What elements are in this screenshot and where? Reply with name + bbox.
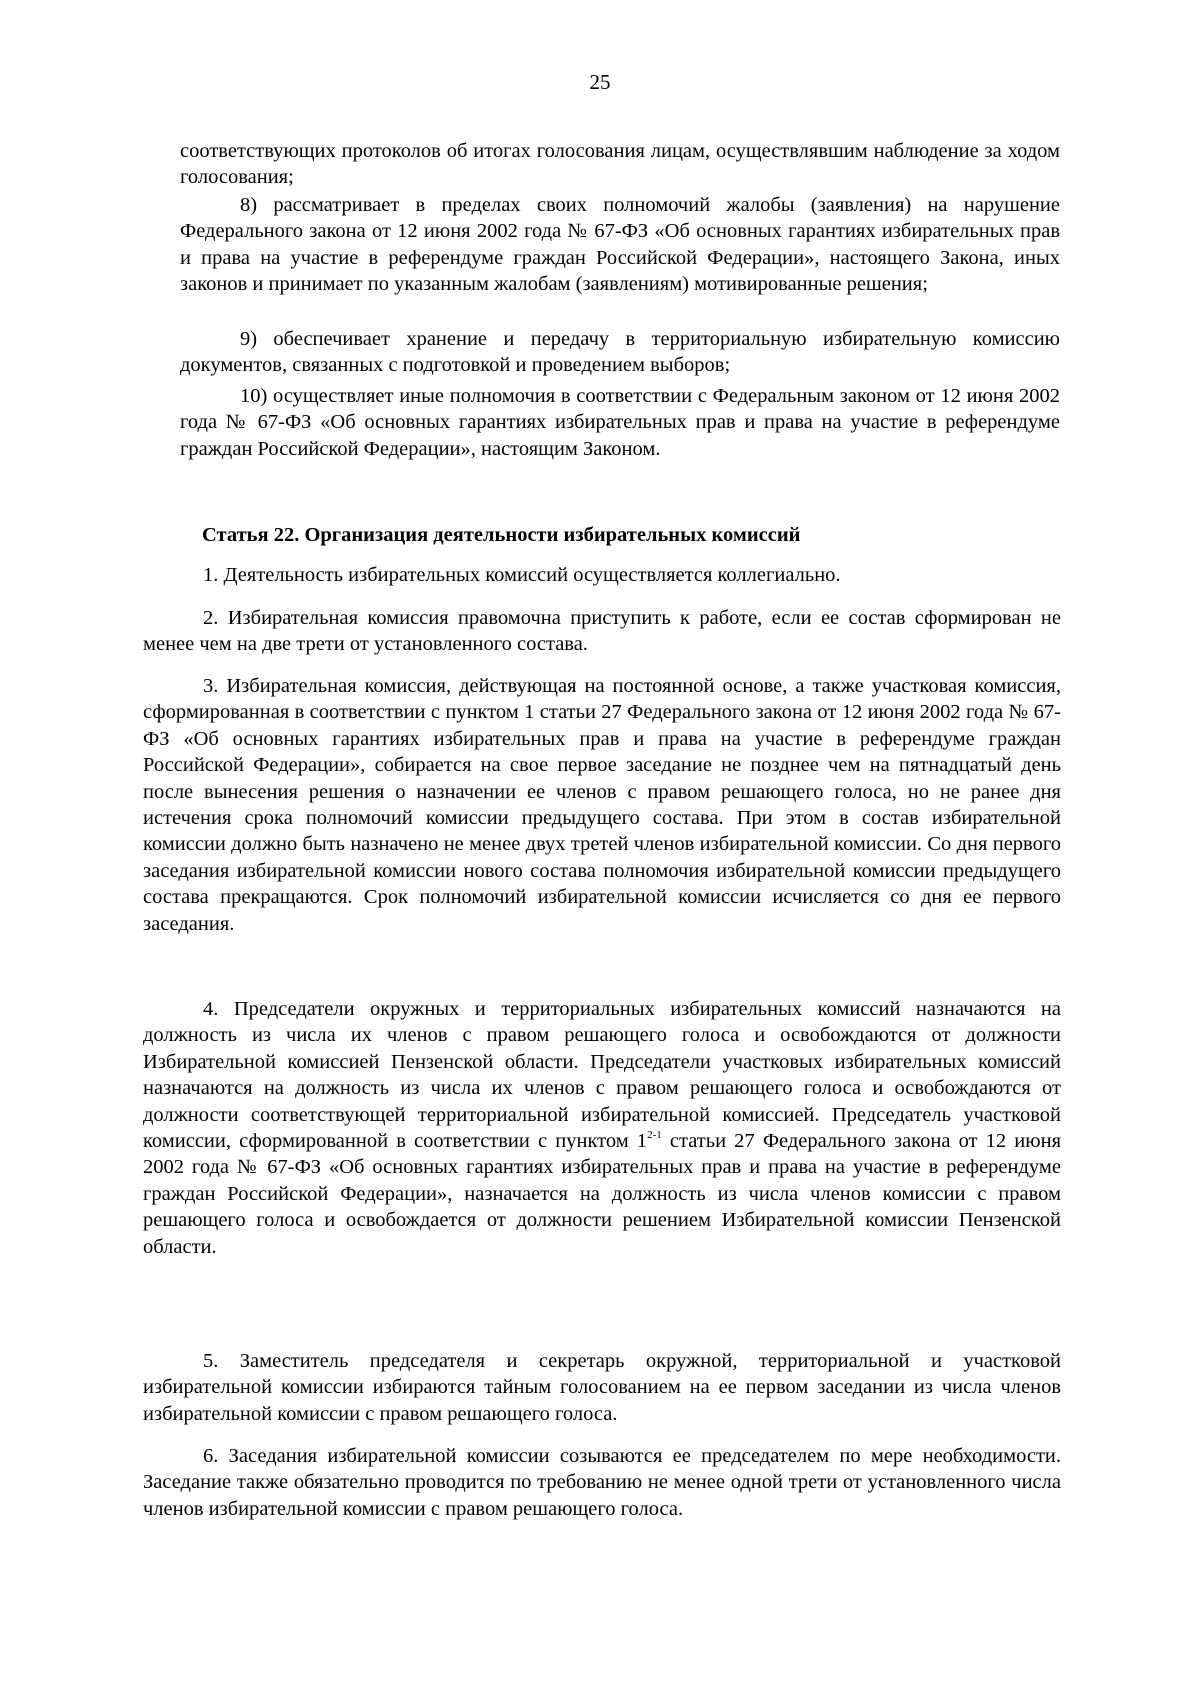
superscript: 2-1 <box>647 1129 662 1142</box>
item-9-block <box>180 326 1060 379</box>
paragraph-1: 1. Деятельность избирательных комиссий осуществляется коллегиально. <box>203 564 841 586</box>
para-1-block <box>143 562 1061 588</box>
page-number: 25 <box>589 70 611 94</box>
paragraph-6: 6. Заседания избирательной комиссии созываются ее председателем по мере необходимости. Заседание также обязательно проводится по требованию не менее одной трети от установленного числа членов избирательной комиссии с правом решающего голоса. <box>143 1445 1061 1520</box>
paragraph-item-10: 10) осуществляет иные полномочия в соответствии с Федеральным законом от 12 июня 2002 года № 67-ФЗ «Об основных гарантиях избирательных прав и права на участие в референдуме граждан Российской Федерации», настоящим Законом. <box>180 385 1060 460</box>
upper-text-block <box>180 138 1060 191</box>
para-6-block <box>143 1443 1061 1522</box>
paragraph-3: 3. Избирательная комиссия, действующая на постоянной основе, а также участковая комиссия, сформированная в соответствии с пунктом 1 статьи 27 Федерального закона от 12 июня 2002 года № 67-ФЗ «Об основных гарантиях избирательных прав и права на участие в референдуме граждан Российской Федерации», собирается на свое первое заседание не позднее чем на пятнадцатый день после вынесения решения о назначении ее членов с правом решающего голоса, но не ранее дня истечения срока полномочий комиссии предыдущего состава. При этом в состав избирательной комиссии должно быть назначено не менее двух третей членов избирательной комиссии. Со дня первого заседания избирательной комиссии нового состава полномочия избирательной комиссии предыдущего состава прекращаются. Срок полномочий избирательной комиссии исчисляется со дня ее первого заседания. <box>143 675 1061 935</box>
paragraph-4-text-b: статьи 27 Федерального закона от 12 июня 2002 года № 67-ФЗ «Об основных гарантиях избирательных прав и права на участие в референдуме граждан Российской Федерации», назначается на должность из числа членов комиссии с правом решающего голоса и освобождается от должности решением Избирательной комиссии Пензенской области. <box>143 1130 1061 1258</box>
para-4-block <box>143 996 1061 1260</box>
item-10-block <box>180 383 1060 462</box>
para-5-block <box>143 1348 1061 1427</box>
paragraph-4 <box>143 996 1061 1260</box>
paragraph-5: 5. Заместитель председателя и секретарь окружной, территориальной и участковой избирательной комиссии избираются тайным голосованием на ее первом заседании из числа членов избирательной комиссии с правом решающего голоса. <box>143 1350 1061 1425</box>
item-8-block <box>180 192 1060 298</box>
para-2-block <box>143 605 1061 658</box>
paragraph-item-9: 9) обеспечивает хранение и передачу в территориальную избирательную комиссию документов, связанных с подготовкой и проведением выборов; <box>180 328 1060 377</box>
paragraph-2: 2. Избирательная комиссия правомочна приступить к работе, если ее состав сформирован не менее чем на две трети от установленного состава. <box>143 607 1061 656</box>
paragraph-4-text-a: 4. Председатели окружных и территориальных избирательных комиссий назначаются на должность из числа их членов с правом решающего голоса и освобождаются от должности Избирательной комиссией Пензенской области. Председатели участковых избирательных комиссий назначаются на должность из числа их членов с правом решающего голоса и освобождаются от должности соответствующей территориальной избирательной комиссией. Председатель участковой комиссии, сформированной в соответствии с пунктом 1 <box>143 998 1061 1153</box>
paragraph-item-8: 8) рассматривает в пределах своих полномочий жалобы (заявления) на нарушение Федерального закона от 12 июня 2002 года № 67-ФЗ «Об основных гарантиях избирательных прав и права на участие в референдуме граждан Российской Федерации», настоящего Закона, иных законов и принимает по указанным жалобам (заявлениям) мотивированные решения; <box>180 194 1060 296</box>
article-heading: Статья 22. Организация деятельности избирательных комиссий <box>202 524 801 546</box>
paragraph-continuation: соответствующих протоколов об итогах голосования лицам, осуществлявшим наблюдение за ходом голосования; <box>180 140 1060 189</box>
para-3-block <box>143 673 1061 937</box>
